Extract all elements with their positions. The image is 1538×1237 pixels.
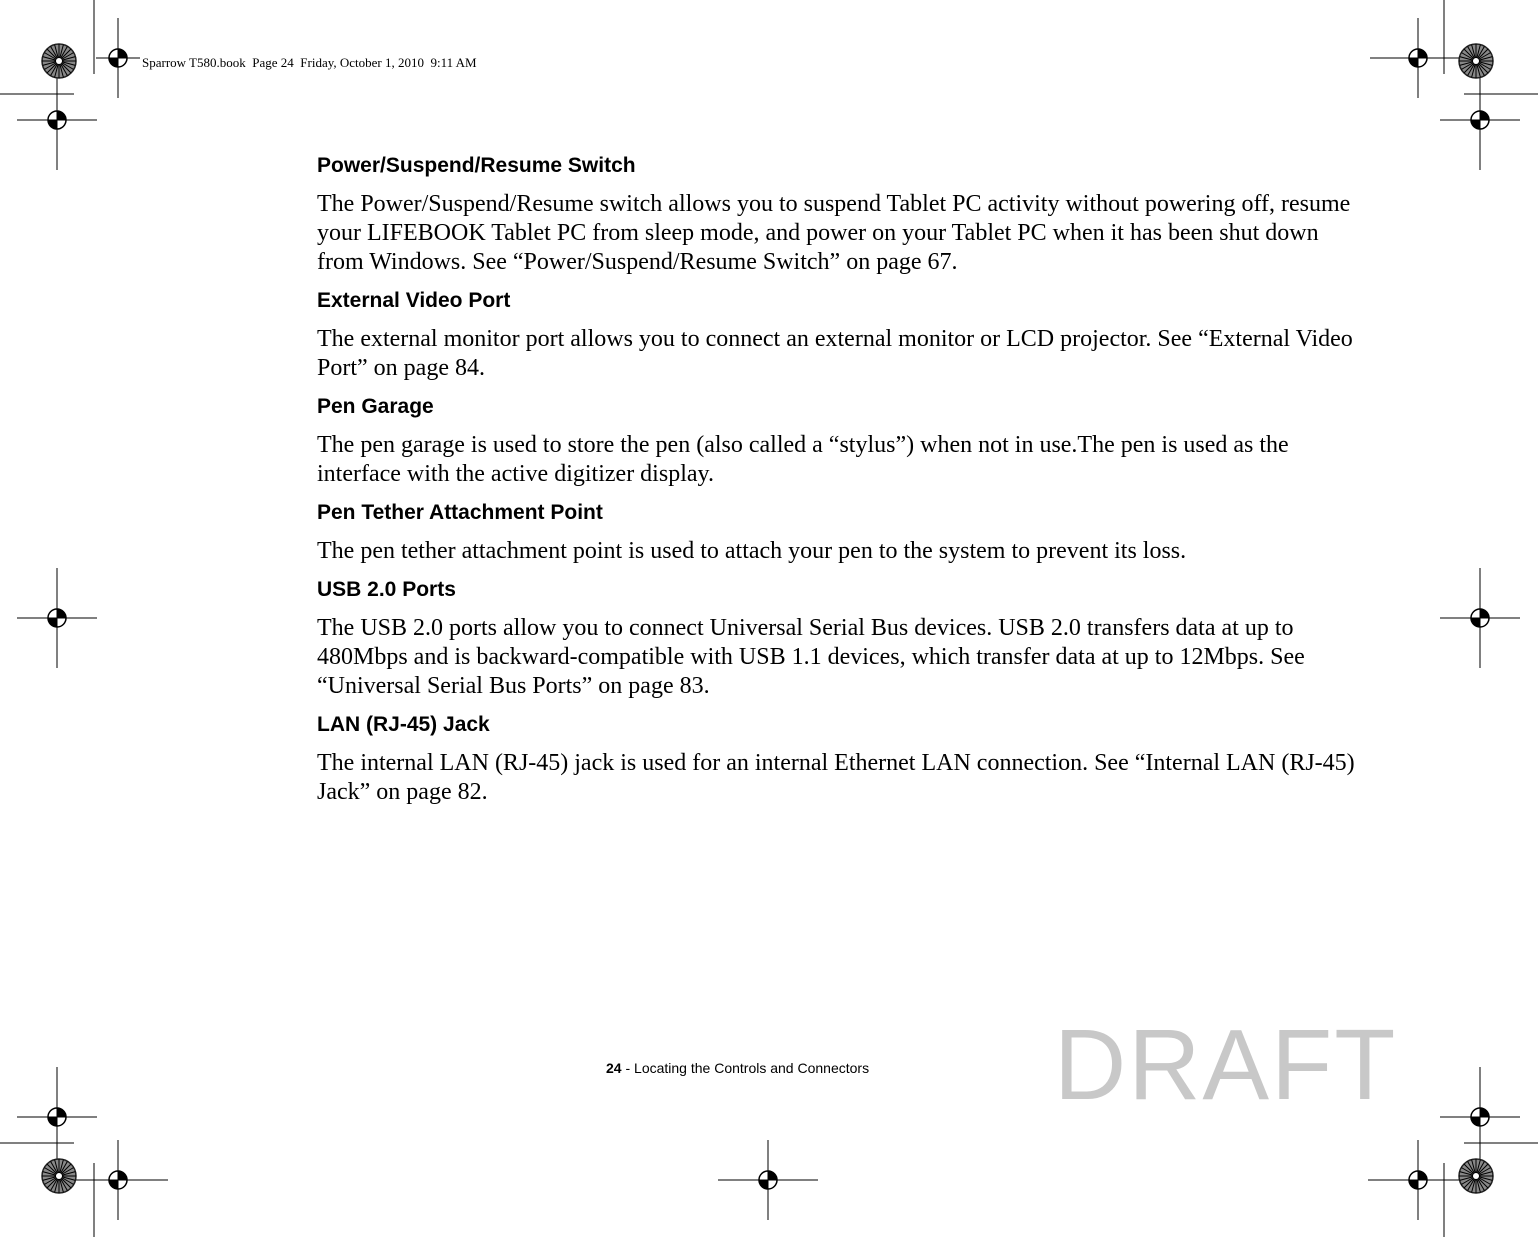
section-pen-garage (317, 393, 1367, 489)
section-pen-tether (317, 499, 1367, 566)
slug-line: Sparrow T580.book Page 24 Friday, October 1, 2010 9:11 AM (142, 55, 477, 70)
section-body: The pen tether attachment point is used to attach your pen to the system to prevent its loss. (317, 538, 1187, 564)
section-heading: Pen Tether Attachment Point (317, 501, 603, 524)
section-body: The internal LAN (RJ-45) jack is used for an internal Ethernet LAN connection. See “Internal LAN (RJ-45) Jack” on page 82. (317, 750, 1355, 805)
section-lan-jack (317, 711, 1367, 807)
draft-watermark: DRAFT (1054, 1009, 1398, 1121)
section-body: The Power/Suspend/Resume switch allows you to suspend Tablet PC activity without powering off, resume your LIFEBOOK Tablet PC from sleep mode, and power on your Tablet PC when it has been shut down from Windows. See “Power/Suspend/Resume Switch” on page 67. (317, 191, 1351, 275)
section-body: The USB 2.0 ports allow you to connect Universal Serial Bus devices. USB 2.0 transfers data at up to 480Mbps and is backward-compatible with USB 1.1 devices, which transfer data at up to 12Mbps. See “Universal Serial Bus Ports” on page 83. (317, 615, 1305, 699)
section-power-switch (317, 152, 1367, 277)
chapter-title: Locating the Controls and Connectors (634, 1060, 870, 1076)
section-heading: External Video Port (317, 289, 511, 312)
document-body (317, 152, 1367, 817)
section-heading: Power/Suspend/Resume Switch (317, 154, 636, 177)
section-heading: Pen Garage (317, 395, 434, 418)
section-body: The external monitor port allows you to connect an external monitor or LCD projector. See “External Video Port” on page 84. (317, 326, 1353, 381)
section-heading: USB 2.0 Ports (317, 578, 456, 601)
page-number: 24 (606, 1060, 622, 1076)
section-body: The pen garage is used to store the pen (also called a “stylus”) when not in use.The pen is used as the interface with the active digitizer display. (317, 432, 1289, 487)
section-external-video-port (317, 287, 1367, 383)
footer-separator: - (621, 1060, 635, 1076)
section-usb-ports (317, 576, 1367, 701)
section-heading: LAN (RJ-45) Jack (317, 713, 490, 736)
